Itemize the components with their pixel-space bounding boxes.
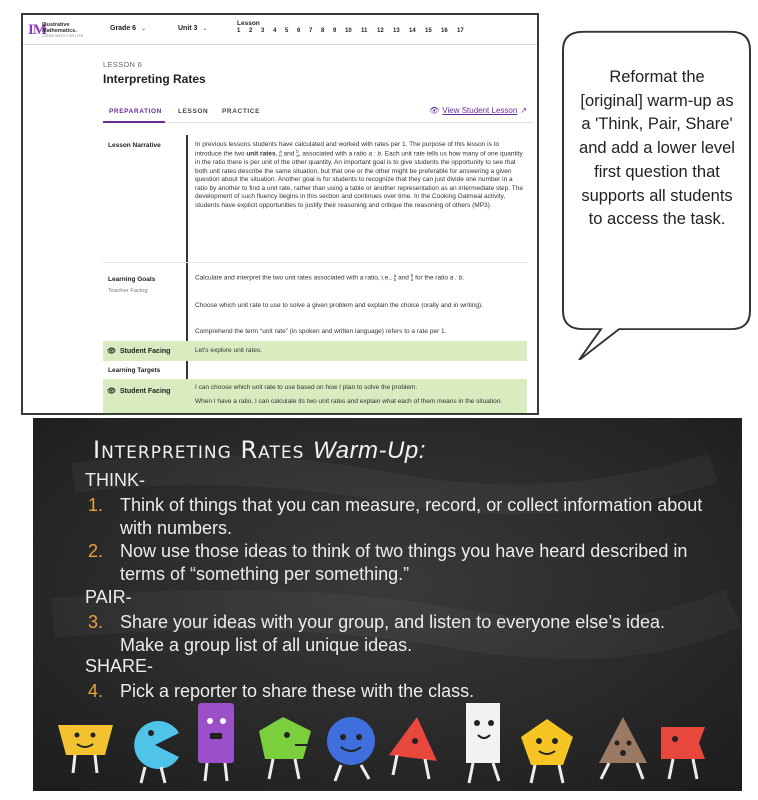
lesson-link-1[interactable]: 1 — [237, 28, 241, 34]
warm-up-item-2 — [88, 540, 708, 586]
grade-dropdown[interactable] — [110, 25, 146, 32]
green-pentagon-monster — [259, 717, 311, 779]
chevron-down-icon: ⌄ — [141, 26, 147, 32]
frac-num: a — [393, 273, 397, 278]
frac-den: b — [393, 277, 397, 282]
learning-goal-3: Comprehend the term “unit rate” (in spoken and written language) refers to a rate per 1. — [195, 328, 447, 335]
eye-icon: 👁 — [107, 348, 116, 355]
narrative-part-2: , associated with a ratio — [298, 150, 367, 158]
learning-goals-label: Learning Goals — [108, 276, 156, 283]
row-separator — [103, 262, 527, 263]
lesson-number-nav — [237, 20, 473, 34]
purple-rectangle-monster — [198, 703, 234, 781]
share-heading: SHARE- — [85, 656, 154, 676]
narrative-ratio: a : b — [368, 150, 382, 158]
lesson-link-7[interactable]: 7 — [309, 28, 313, 34]
lesson-narrative-label: Lesson Narrative — [108, 142, 161, 149]
lesson-link-9[interactable]: 9 — [333, 28, 337, 34]
page-title: Interpreting Rates — [103, 72, 206, 86]
narrative-and: and — [283, 150, 295, 158]
lesson-link-4[interactable]: 4 — [273, 28, 277, 34]
slide-title — [93, 436, 426, 465]
logo-tagline: LEARN MATH FOR LIFE — [42, 34, 84, 38]
lesson-tabs — [103, 105, 533, 123]
narrative-part-1: In previous lessons students have calculated and worked with rates per 1. The purpose of this lesson is to introduce the two — [195, 141, 500, 158]
lesson-link-2[interactable]: 2 — [249, 28, 253, 34]
preparation-table — [103, 135, 527, 415]
student-facing-label: Student Facing — [119, 348, 171, 355]
speech-bubble-text: Reformat the [original] warm-up as a 'Think, Pair, Share' and add a lower level first question that supports all students to access the task. — [579, 68, 735, 229]
unit-dropdown[interactable] — [178, 25, 207, 32]
frac-den: a — [296, 152, 299, 158]
slide-title-italic: Warm-Up: — [313, 437, 426, 464]
item-text: Pick a reporter to share these with the class. — [120, 681, 475, 701]
tab-practice[interactable]: PRACTICE — [222, 108, 261, 115]
narrative-part-3: . Each unit rate tells us how many of one quantity in the ratio there is per unit of the other quantity. An important goal is to give students the opportunity to see that both unit rates describe the same situation, but that one or the other might be preferable for answering a given question about the situation. Another goal is for students to recognize that they can just divide one number in a ratio by another to find a unit rate, rather than using a table or another representation as an intermediate step. The development of such fluency begins in this section and continues over time. In the Cooking Oatmeal activity, students have explicit opportunities to justify their reasoning and critique the reasoning of others (MP3). — [195, 150, 523, 209]
student-facing-goal-text: Let's explore unit rates. — [195, 347, 262, 354]
item-number: 1. — [88, 495, 104, 515]
lesson-link-8[interactable]: 8 — [321, 28, 325, 34]
tab-preparation[interactable]: PREPARATION — [109, 108, 162, 115]
learning-target-2: When I have a ratio, I can calculate its two unit rates and explain what each of them means in the situation. — [195, 398, 503, 405]
lesson-link-10[interactable]: 10 — [345, 28, 352, 34]
lesson-link-13[interactable]: 13 — [393, 28, 400, 34]
lesson-number-list — [237, 28, 473, 34]
learning-goal-1 — [195, 274, 527, 283]
warm-up-item-4 — [88, 680, 708, 703]
blue-circle-monster — [327, 717, 375, 781]
lesson-narrative-text: In previous lessons students have calculated and worked with rates per 1. The purpose of this lesson is to introduce the two unit rates, a b and b a , associated with a ratio a : b. Each unit rate tells us how many of one quantity in the ratio there is per unit of the other quantity. An important goal is to give students the opportunity to see that both unit rates describe the same situation, but that one or the other might be preferable for answering a given question about the situation. Another goal is for students to recognize that they can just divide one number in a ratio by another to find a unit rate, rather than using a table or another representation as an intermediate step. The development of such fluency begins in this section and continues over time. In the Cooking Oatmeal activity, students have explicit opportunities to justify their reasoning and critique the reasoning of others (MP3). — [195, 141, 523, 209]
white-rectangle-monster — [466, 703, 500, 783]
student-facing-label: Student Facing — [119, 388, 171, 395]
fraction-a-over-b — [394, 274, 397, 282]
shape-monsters-illustration — [33, 703, 742, 791]
brown-triangle-monster — [599, 717, 647, 779]
im-logo-text — [42, 22, 77, 34]
pair-heading: PAIR- — [85, 587, 132, 607]
yellow-trapezoid-monster — [58, 725, 113, 773]
eye-icon: 👁 — [107, 388, 116, 395]
item-text: Think of things that you can measure, record, or collect information about with numbers. — [120, 495, 703, 538]
active-tab-underline — [103, 121, 165, 123]
red-triangle-monster — [389, 717, 437, 779]
top-nav-bar — [23, 15, 537, 45]
item-number: 2. — [88, 541, 104, 561]
logo-line-1: Illustrative — [42, 22, 70, 28]
student-facing-toggle[interactable] — [107, 347, 170, 355]
warm-up-item-3 — [88, 611, 708, 657]
im-logo-mark: IM — [28, 22, 46, 38]
frac-den: a — [410, 277, 414, 282]
lesson-kicker: LESSON 6 — [103, 60, 143, 69]
goal-1-part-b: for the ratio — [415, 274, 448, 282]
learning-targets-label: Learning Targets — [108, 367, 161, 374]
lesson-link-5[interactable]: 5 — [285, 28, 289, 34]
student-facing-goal-band — [103, 341, 527, 361]
warm-up-slide — [33, 418, 742, 791]
slide-title-main: Interpreting Rates — [93, 436, 305, 464]
lesson-link-3[interactable]: 3 — [261, 28, 265, 34]
goal-1-and: and — [398, 274, 409, 282]
blue-pacman-monster — [134, 721, 179, 783]
logo-line-2: Mathematics. — [42, 28, 77, 34]
warm-up-item-1 — [88, 494, 708, 540]
student-facing-toggle[interactable] — [107, 387, 170, 395]
lesson-link-16[interactable]: 16 — [441, 28, 448, 34]
frac-den: b — [279, 152, 282, 158]
external-link-icon: ↗ — [520, 106, 527, 115]
narrative-unit-rates: unit rates — [246, 150, 276, 158]
lesson-link-14[interactable]: 14 — [409, 28, 416, 34]
item-text: Now use those ideas to think of two things you have heard described in terms of “something per something.” — [120, 541, 688, 584]
eye-icon: 👁 — [429, 106, 440, 115]
column-divider — [186, 135, 188, 415]
item-text: Share your ideas with your group, and listen to everyone else’s idea. Make a group list of all unique ideas. — [120, 612, 665, 655]
lesson-link-6[interactable]: 6 — [297, 28, 301, 34]
lesson-nav-label: Lesson — [237, 20, 260, 27]
lesson-link-15[interactable]: 15 — [425, 28, 432, 34]
tab-lesson[interactable]: LESSON — [178, 108, 209, 115]
item-number: 3. — [88, 612, 104, 632]
unit-dropdown-label: Unit 3 — [178, 25, 198, 32]
fraction-a-over-b — [279, 150, 282, 158]
teacher-facing-label: Teacher Facing — [108, 288, 148, 294]
learning-target-1: I can choose which unit rate to use based on how I plan to solve the problem. — [195, 384, 418, 391]
chevron-down-icon: ⌄ — [202, 26, 208, 32]
goal-1-part-a: Calculate and interpret the two unit rates associated with a ratio, i.e., — [195, 274, 392, 282]
student-facing-targets-band — [103, 379, 527, 415]
lesson-link-11[interactable]: 11 — [361, 28, 368, 34]
view-student-lesson-label: View Student Lesson — [442, 106, 518, 115]
frac-num: b — [410, 273, 414, 278]
item-number: 4. — [88, 681, 104, 701]
goal-1-end: . — [462, 274, 465, 282]
fraction-b-over-a — [411, 274, 414, 282]
lesson-link-17[interactable]: 17 — [457, 28, 464, 34]
goal-1-ratio: a : b — [449, 274, 463, 282]
grade-dropdown-label: Grade 6 — [110, 25, 137, 32]
yellow-pentagon-monster — [521, 719, 573, 783]
lesson-link-12[interactable]: 12 — [377, 28, 384, 34]
frac-num: a — [279, 148, 282, 154]
view-student-lesson-link[interactable] — [429, 106, 527, 115]
learning-goal-2: Choose which unit rate to use to solve a given problem and explain the choice (orally and in writing). — [195, 302, 483, 309]
lesson-screenshot-panel — [21, 13, 539, 415]
im-logo[interactable] — [28, 21, 90, 41]
think-heading: THINK- — [85, 470, 145, 490]
frac-num: b — [296, 148, 299, 154]
red-block-monster — [661, 727, 705, 779]
